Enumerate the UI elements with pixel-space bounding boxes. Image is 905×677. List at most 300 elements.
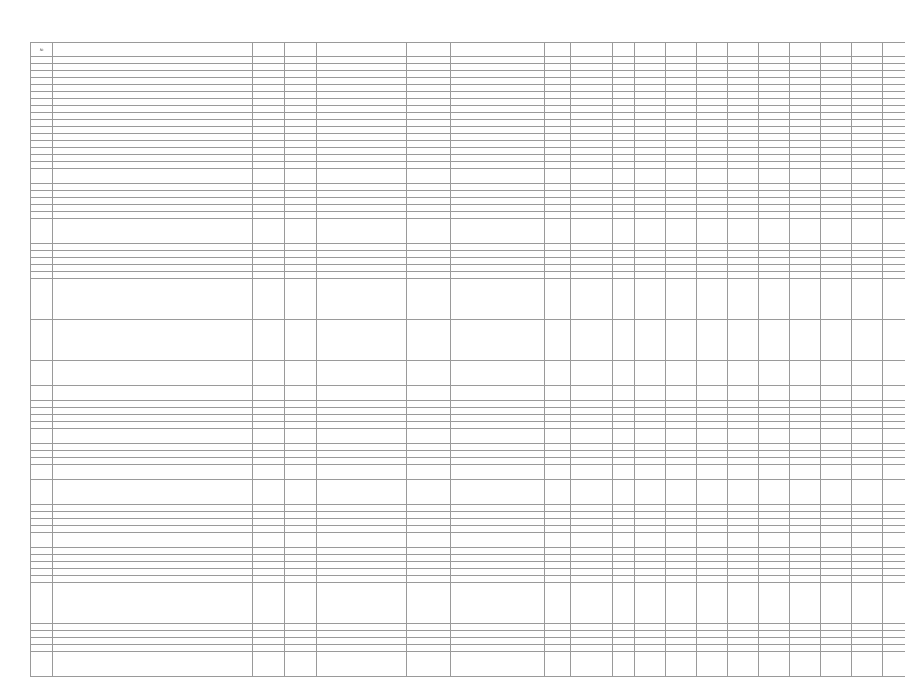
table-cell xyxy=(883,106,905,113)
table-cell xyxy=(821,258,852,265)
table-cell xyxy=(31,71,53,78)
table-cell xyxy=(407,78,451,85)
table-cell xyxy=(317,99,407,106)
table-cell xyxy=(883,184,905,191)
table-cell xyxy=(545,320,571,361)
table-cell xyxy=(728,106,759,113)
table-cell xyxy=(697,533,728,548)
table-cell xyxy=(666,155,697,162)
table-cell xyxy=(790,533,821,548)
table-cell xyxy=(545,429,571,444)
table-cell xyxy=(451,148,545,155)
table-cell xyxy=(790,386,821,401)
table-cell xyxy=(451,555,545,562)
table-cell xyxy=(821,71,852,78)
table-cell xyxy=(545,169,571,184)
table-cell xyxy=(852,265,883,272)
table-cell xyxy=(253,134,285,141)
table-cell xyxy=(666,92,697,99)
table-row xyxy=(31,198,905,205)
table-cell xyxy=(666,198,697,205)
table-cell xyxy=(317,505,407,512)
table-cell xyxy=(613,401,635,408)
table-cell xyxy=(790,127,821,134)
table-body xyxy=(31,57,905,677)
table-cell xyxy=(285,631,317,638)
table-cell xyxy=(613,576,635,583)
table-cell xyxy=(821,64,852,71)
table-cell xyxy=(53,386,253,401)
table-cell xyxy=(728,576,759,583)
table-cell xyxy=(31,265,53,272)
table-cell xyxy=(407,519,451,526)
table-cell xyxy=(53,265,253,272)
table-cell xyxy=(883,244,905,251)
table-cell xyxy=(666,458,697,465)
table-cell xyxy=(613,244,635,251)
table-cell xyxy=(821,92,852,99)
table-cell xyxy=(759,141,790,148)
table-cell xyxy=(613,78,635,85)
table-cell xyxy=(317,212,407,219)
table-cell xyxy=(613,162,635,169)
table-cell xyxy=(728,401,759,408)
table-cell xyxy=(253,78,285,85)
table-cell xyxy=(253,645,285,652)
table-cell xyxy=(821,198,852,205)
table-cell xyxy=(613,422,635,429)
table-cell xyxy=(635,57,666,64)
table-cell xyxy=(697,320,728,361)
table-cell xyxy=(285,386,317,401)
table-cell xyxy=(317,191,407,198)
table-cell xyxy=(31,113,53,120)
table-cell xyxy=(407,155,451,162)
table-cell xyxy=(759,184,790,191)
table-cell xyxy=(451,57,545,64)
table-cell xyxy=(697,548,728,555)
table-cell xyxy=(821,444,852,451)
table-cell xyxy=(790,212,821,219)
table-cell xyxy=(883,386,905,401)
table-cell xyxy=(728,480,759,505)
table-cell xyxy=(790,155,821,162)
table-cell xyxy=(883,512,905,519)
table-cell xyxy=(253,92,285,99)
table-cell xyxy=(821,638,852,645)
table-cell xyxy=(759,505,790,512)
table-cell xyxy=(666,480,697,505)
table-cell xyxy=(53,57,253,64)
table-cell xyxy=(407,258,451,265)
table-cell xyxy=(635,505,666,512)
table-cell xyxy=(317,526,407,533)
table-cell xyxy=(53,408,253,415)
table-cell xyxy=(451,408,545,415)
table-cell xyxy=(31,99,53,106)
table-cell xyxy=(697,576,728,583)
table-cell xyxy=(759,533,790,548)
table-cell xyxy=(545,512,571,519)
table-cell xyxy=(852,162,883,169)
table-cell xyxy=(53,85,253,92)
table-cell xyxy=(451,106,545,113)
table-cell xyxy=(613,106,635,113)
table-cell xyxy=(613,386,635,401)
table-cell xyxy=(545,569,571,576)
table-cell xyxy=(317,638,407,645)
table-cell xyxy=(852,85,883,92)
table-cell xyxy=(253,113,285,120)
table-cell xyxy=(571,279,613,320)
table-cell xyxy=(407,265,451,272)
table-cell xyxy=(253,429,285,444)
table-cell xyxy=(697,569,728,576)
table-cell xyxy=(53,99,253,106)
table-cell xyxy=(883,205,905,212)
table-cell xyxy=(571,548,613,555)
table-cell xyxy=(545,184,571,191)
table-cell xyxy=(883,429,905,444)
table-cell xyxy=(613,320,635,361)
table-cell xyxy=(759,162,790,169)
table-cell xyxy=(613,458,635,465)
table-cell xyxy=(883,624,905,631)
table-cell xyxy=(790,258,821,265)
table-cell xyxy=(852,631,883,638)
table-cell xyxy=(697,415,728,422)
table-cell xyxy=(613,120,635,127)
table-cell xyxy=(571,92,613,99)
table-cell xyxy=(635,106,666,113)
table-cell xyxy=(571,191,613,198)
table-cell xyxy=(635,219,666,244)
table-cell xyxy=(635,415,666,422)
table-cell xyxy=(451,526,545,533)
table-cell xyxy=(790,169,821,184)
table-cell xyxy=(545,451,571,458)
table-cell xyxy=(759,444,790,451)
table-cell xyxy=(666,279,697,320)
table-cell xyxy=(253,422,285,429)
table-cell xyxy=(852,451,883,458)
table-cell xyxy=(253,569,285,576)
table-cell xyxy=(852,555,883,562)
table-cell xyxy=(253,265,285,272)
table-cell xyxy=(883,155,905,162)
table-cell xyxy=(545,191,571,198)
table-cell xyxy=(285,205,317,212)
table-cell xyxy=(253,583,285,624)
table-cell xyxy=(697,244,728,251)
table-cell xyxy=(253,162,285,169)
table-cell xyxy=(821,162,852,169)
table-row xyxy=(31,555,905,562)
table-cell xyxy=(697,465,728,480)
table-cell xyxy=(697,444,728,451)
table-cell xyxy=(407,191,451,198)
table-cell xyxy=(883,258,905,265)
table-cell xyxy=(790,78,821,85)
table-cell xyxy=(666,162,697,169)
table-cell xyxy=(545,624,571,631)
table-cell xyxy=(253,444,285,451)
table-cell xyxy=(883,583,905,624)
table-cell xyxy=(451,583,545,624)
table-cell xyxy=(407,113,451,120)
table-cell xyxy=(697,113,728,120)
table-cell xyxy=(613,57,635,64)
table-cell xyxy=(53,113,253,120)
table-cell xyxy=(571,401,613,408)
table-cell xyxy=(451,191,545,198)
table-cell xyxy=(53,569,253,576)
table-cell xyxy=(451,548,545,555)
table-row xyxy=(31,113,905,120)
table-row xyxy=(31,519,905,526)
table-cell xyxy=(571,205,613,212)
table-cell xyxy=(317,198,407,205)
table-cell xyxy=(571,444,613,451)
table-cell xyxy=(790,361,821,386)
table-cell xyxy=(31,258,53,265)
table-cell xyxy=(285,320,317,361)
table-cell xyxy=(852,148,883,155)
table-cell xyxy=(852,480,883,505)
table-cell xyxy=(545,415,571,422)
table-cell xyxy=(451,451,545,458)
table-cell xyxy=(613,85,635,92)
table-cell xyxy=(666,361,697,386)
table-cell xyxy=(407,71,451,78)
table-cell xyxy=(451,652,545,677)
table-cell xyxy=(317,71,407,78)
table-cell xyxy=(317,386,407,401)
table-row xyxy=(31,401,905,408)
table-cell xyxy=(285,533,317,548)
table-cell xyxy=(613,533,635,548)
table-cell xyxy=(545,386,571,401)
table-cell xyxy=(407,134,451,141)
table-cell xyxy=(821,361,852,386)
table-cell xyxy=(253,251,285,258)
table-cell xyxy=(635,120,666,127)
table-cell xyxy=(407,444,451,451)
table-cell xyxy=(317,361,407,386)
table-cell xyxy=(317,480,407,505)
table-cell xyxy=(852,361,883,386)
table-cell xyxy=(407,583,451,624)
table-cell xyxy=(666,624,697,631)
table-cell xyxy=(635,569,666,576)
table-cell xyxy=(728,652,759,677)
table-cell xyxy=(666,451,697,458)
table-cell xyxy=(31,645,53,652)
table-cell xyxy=(613,279,635,320)
table-cell xyxy=(697,480,728,505)
table-cell xyxy=(821,134,852,141)
table-cell xyxy=(53,162,253,169)
table-cell xyxy=(253,57,285,64)
table-cell xyxy=(31,512,53,519)
table-cell xyxy=(31,569,53,576)
table-cell xyxy=(571,134,613,141)
table-cell xyxy=(852,92,883,99)
table-cell xyxy=(253,258,285,265)
table-cell xyxy=(728,127,759,134)
table-cell xyxy=(31,212,53,219)
table-cell xyxy=(451,141,545,148)
table-cell xyxy=(883,265,905,272)
table-cell xyxy=(883,64,905,71)
table-cell xyxy=(883,361,905,386)
table-cell xyxy=(317,258,407,265)
table-row xyxy=(31,444,905,451)
table-row xyxy=(31,162,905,169)
table-cell xyxy=(31,548,53,555)
table-cell xyxy=(666,548,697,555)
table-cell xyxy=(545,198,571,205)
table-cell xyxy=(821,624,852,631)
table-cell xyxy=(253,198,285,205)
table-cell xyxy=(635,198,666,205)
table-cell xyxy=(285,244,317,251)
table-cell xyxy=(53,624,253,631)
table-cell xyxy=(821,429,852,444)
table-cell xyxy=(821,106,852,113)
table-cell xyxy=(759,480,790,505)
table-cell xyxy=(285,64,317,71)
table-cell xyxy=(317,272,407,279)
table-cell xyxy=(31,480,53,505)
table-cell xyxy=(407,219,451,244)
table-cell xyxy=(545,272,571,279)
table-cell xyxy=(571,244,613,251)
table-row xyxy=(31,631,905,638)
table-row xyxy=(31,576,905,583)
table-cell xyxy=(407,401,451,408)
table-cell xyxy=(790,320,821,361)
header-cell xyxy=(790,43,821,57)
table-cell xyxy=(317,113,407,120)
table-cell xyxy=(852,422,883,429)
table-cell xyxy=(451,279,545,320)
table-cell xyxy=(317,92,407,99)
table-cell xyxy=(697,134,728,141)
table-cell xyxy=(53,451,253,458)
table-cell xyxy=(666,148,697,155)
table-cell xyxy=(285,184,317,191)
table-cell xyxy=(790,120,821,127)
table-cell xyxy=(285,279,317,320)
table-cell xyxy=(666,57,697,64)
table-cell xyxy=(451,71,545,78)
table-cell xyxy=(635,401,666,408)
table-cell xyxy=(407,251,451,258)
table-cell xyxy=(253,148,285,155)
table-cell xyxy=(31,92,53,99)
table-cell xyxy=(728,429,759,444)
table-cell xyxy=(728,113,759,120)
table-cell xyxy=(790,272,821,279)
table-cell xyxy=(759,576,790,583)
table-cell xyxy=(53,480,253,505)
table-cell xyxy=(728,85,759,92)
table-cell xyxy=(790,583,821,624)
table-cell xyxy=(451,64,545,71)
table-cell xyxy=(571,127,613,134)
table-cell xyxy=(728,212,759,219)
table-cell xyxy=(759,113,790,120)
table-row xyxy=(31,548,905,555)
table-cell xyxy=(613,191,635,198)
table-cell xyxy=(285,465,317,480)
table-cell xyxy=(571,645,613,652)
table-cell xyxy=(31,361,53,386)
table-cell xyxy=(613,148,635,155)
table-cell xyxy=(697,422,728,429)
table-cell xyxy=(852,401,883,408)
table-cell xyxy=(728,155,759,162)
table-cell xyxy=(635,451,666,458)
table-cell xyxy=(852,120,883,127)
table-cell xyxy=(790,451,821,458)
table-cell xyxy=(571,184,613,191)
table-cell xyxy=(666,120,697,127)
table-cell xyxy=(852,505,883,512)
table-cell xyxy=(728,624,759,631)
table-cell xyxy=(571,429,613,444)
table-cell xyxy=(451,155,545,162)
table-cell xyxy=(821,562,852,569)
table-cell xyxy=(821,631,852,638)
table-cell xyxy=(821,386,852,401)
table-cell xyxy=(635,169,666,184)
table-cell xyxy=(759,279,790,320)
table-cell xyxy=(571,533,613,548)
table-cell xyxy=(613,569,635,576)
table-cell xyxy=(53,92,253,99)
table-cell xyxy=(451,85,545,92)
table-cell xyxy=(317,422,407,429)
table-row xyxy=(31,272,905,279)
table-cell xyxy=(821,244,852,251)
table-cell xyxy=(759,562,790,569)
table-cell xyxy=(451,533,545,548)
table-cell xyxy=(53,519,253,526)
table-cell xyxy=(407,57,451,64)
table-cell xyxy=(571,258,613,265)
table-cell xyxy=(571,85,613,92)
table-cell xyxy=(317,57,407,64)
table-cell xyxy=(285,415,317,422)
table-cell xyxy=(790,458,821,465)
table-cell xyxy=(317,244,407,251)
table-cell xyxy=(635,244,666,251)
table-cell xyxy=(613,429,635,444)
table-cell xyxy=(31,444,53,451)
header-cell xyxy=(728,43,759,57)
table-cell xyxy=(728,57,759,64)
table-cell xyxy=(666,526,697,533)
table-cell xyxy=(790,480,821,505)
table-row xyxy=(31,258,905,265)
table-cell xyxy=(285,638,317,645)
table-cell xyxy=(852,279,883,320)
table-cell xyxy=(759,71,790,78)
table-cell xyxy=(728,219,759,244)
table-cell xyxy=(613,638,635,645)
